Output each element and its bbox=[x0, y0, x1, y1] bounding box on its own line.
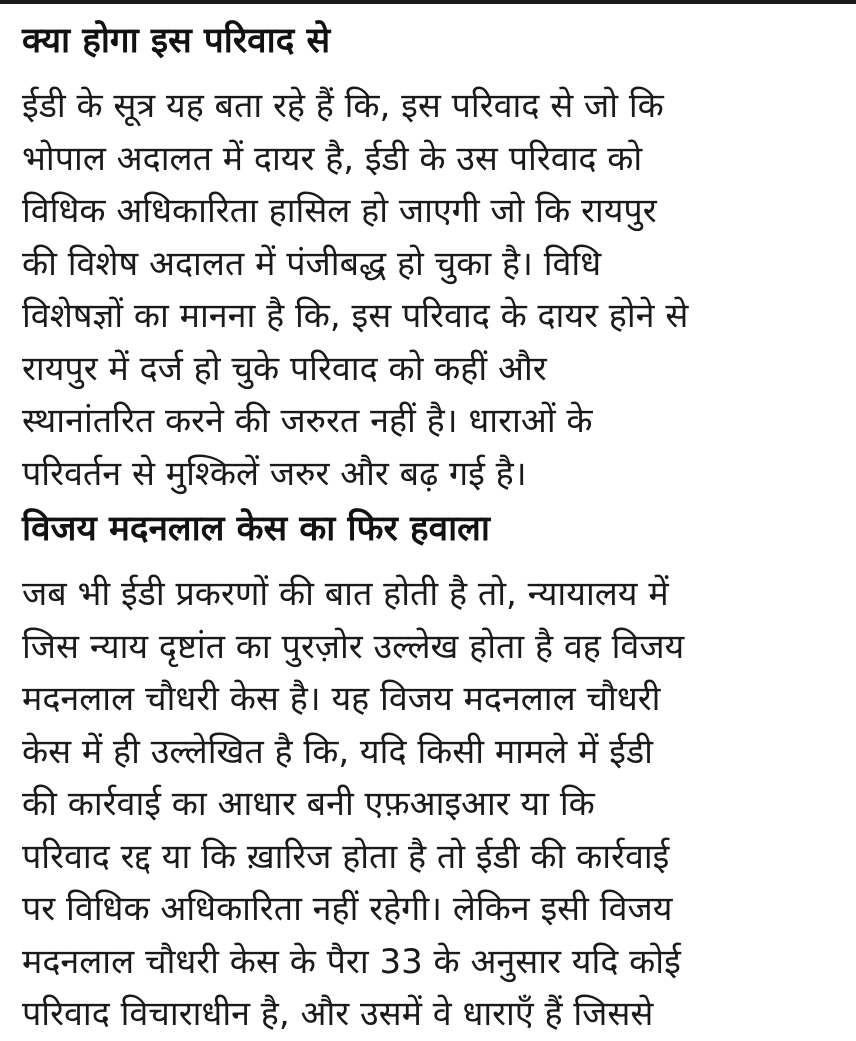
paragraph-line: परिवाद रद्द या कि ख़ारिज होता है तो ईडी की कार्रवाई bbox=[22, 836, 670, 877]
paragraph-line: विधिक अधिकारिता हासिल हो जाएगी जो कि रायपुर bbox=[22, 191, 657, 231]
paragraph-line: की कार्रवाई का आधार बनी एफ़आइआर या कि bbox=[22, 784, 595, 824]
paragraph-line: रायपुर में दर्ज हो चुके परिवाद को कहीं और bbox=[22, 348, 547, 389]
top-edge-divider bbox=[0, 0, 856, 4]
section-paragraph-2 bbox=[22, 568, 684, 1041]
paragraph-line: स्थानांतरित करने की जरुरत नहीं है। धाराओं के bbox=[22, 401, 593, 441]
paragraph-line: जब भी ईडी प्रकरणों की बात होती है तो, न्यायालय में bbox=[22, 574, 669, 614]
section-heading-2: विजय मदनलाल केस का फिर हवाला bbox=[22, 509, 490, 549]
paragraph-line: विशेषज्ञों का मानना है कि, इस परिवाद के दायर होने से bbox=[22, 296, 689, 336]
paragraph-line: जिस न्याय दृष्टांत का पुरज़ोर उल्लेख होता है वह विजय bbox=[22, 626, 685, 667]
paragraph-line: परिवाद विचाराधीन है, और उसमें वे धाराएँ हैं जिससे bbox=[22, 994, 654, 1034]
paragraph-line: मदनलाल चौधरी केस के पैरा 33 के अनुसार यदि कोई bbox=[22, 941, 681, 982]
paragraph-line: मदनलाल चौधरी केस है। यह विजय मदनलाल चौधरी bbox=[22, 679, 661, 719]
paragraph-line: भोपाल अदालत में दायर है, ईडी के उस परिवाद को bbox=[22, 138, 643, 179]
paragraph-line: पर विधिक अधिकारिता नहीं रहेगी। लेकिन इसी विजय bbox=[22, 889, 673, 929]
paragraph-line: परिवर्तन से मुश्किलें जरुर और बढ़ गई है। bbox=[22, 453, 527, 494]
paragraph-line: केस में ही उल्लेखित है कि, यदि किसी मामले में ईडी bbox=[22, 731, 653, 772]
section-paragraph-1 bbox=[22, 80, 688, 500]
paragraph-line: ईडी के सूत्र यह बता रहे हैं कि, इस परिवाद से जो कि bbox=[22, 86, 664, 126]
section-heading-1: क्या होगा इस परिवाद से bbox=[22, 21, 331, 61]
paragraph-line: की विशेष अदालत में पंजीबद्ध हो चुका है। विधि bbox=[22, 243, 602, 284]
